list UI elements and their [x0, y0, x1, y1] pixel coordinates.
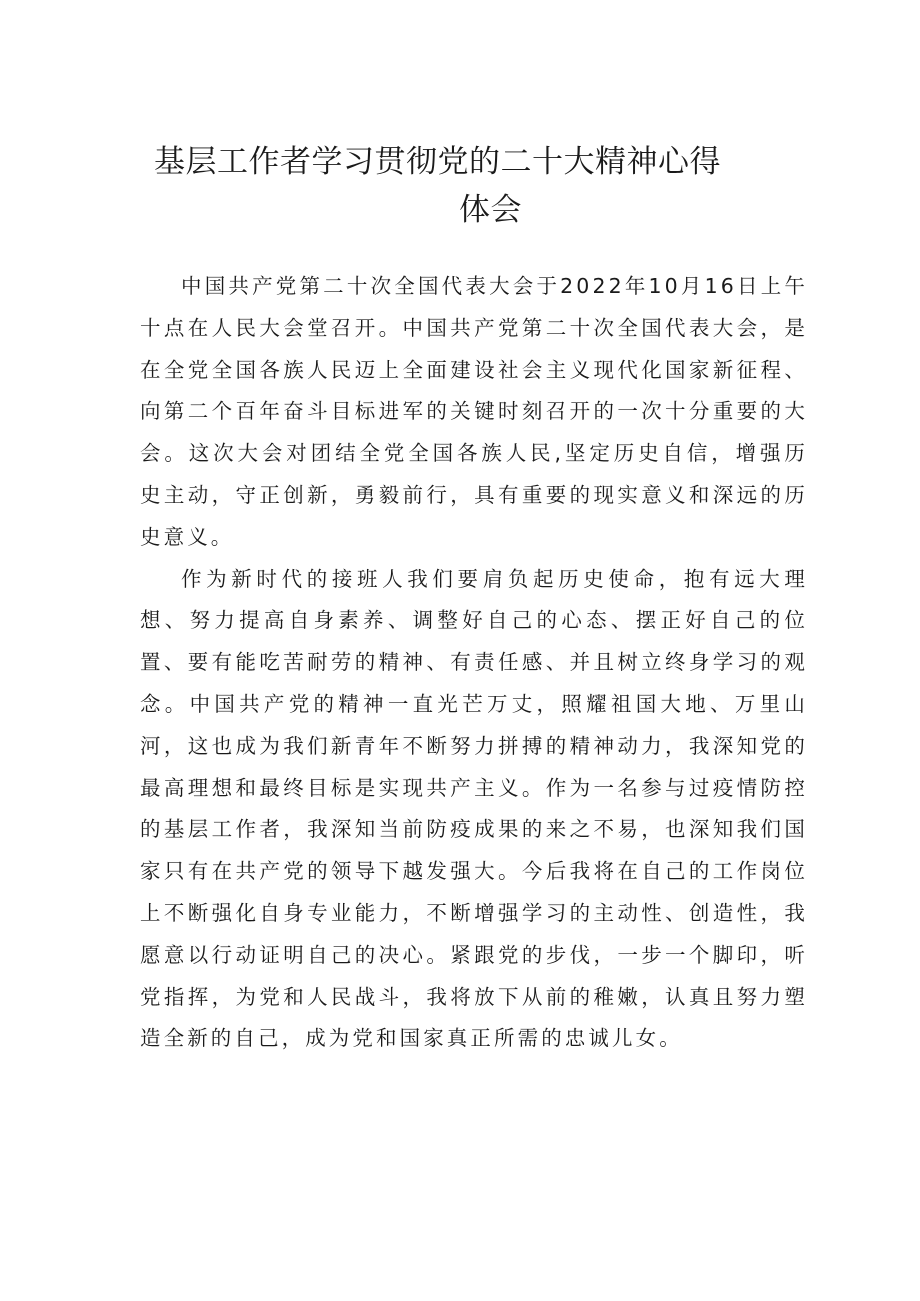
title-line-2: 体会: [459, 192, 522, 228]
document-title: [140, 138, 780, 234]
paragraph-2: 作为新时代的接班人我们要肩负起历史使命，抱有远大理想、努力提高自身素养、调整好自己的心态、摆正好自己的位置、要有能吃苦耐劳的精神、有责任感、并且树立终身学习的观念。中国共产党的精神一直光芒万丈，照耀祖国大地、万里山河，这也成为我们新青年不断努力拼搏的精神动力，我深知党的最高理想和最终目标是实现共产主义。作为一名参与过疫情防控的基层工作者，我深知当前防疫成果的来之不易，也深知我们国家只有在共产党的领导下越发强大。今后我将在自己的工作岗位上不断强化自身专业能力，不断增强学习的主动性、创造性，我愿意以行动证明自己的决心。紧跟党的步伐，一步一个脚印，听党指挥，为党和人民战斗，我将放下从前的稚嫩，认真且努力塑造全新的自己，成为党和国家真正所需的忠诚儿女。: [140, 566, 808, 1051]
document-body: [140, 266, 808, 1060]
paragraph-1: 中国共产党第二十次全国代表大会于2022年10月16日上午十点在人民大会堂召开。中国共产党第二十次全国代表大会，是在全党全国各族人民迈上全面建设社会主义现代化国家新征程、向第二个百年奋斗目标进军的关键时刻召开的一次十分重要的大会。这次大会对团结全党全国各族人民,坚定历史自信，增强历史主动，守正创新，勇毅前行，具有重要的现实意义和深远的历史意义。: [140, 274, 808, 549]
title-line-1: 基层工作者学习贯彻党的二十大精神心得: [154, 144, 721, 180]
